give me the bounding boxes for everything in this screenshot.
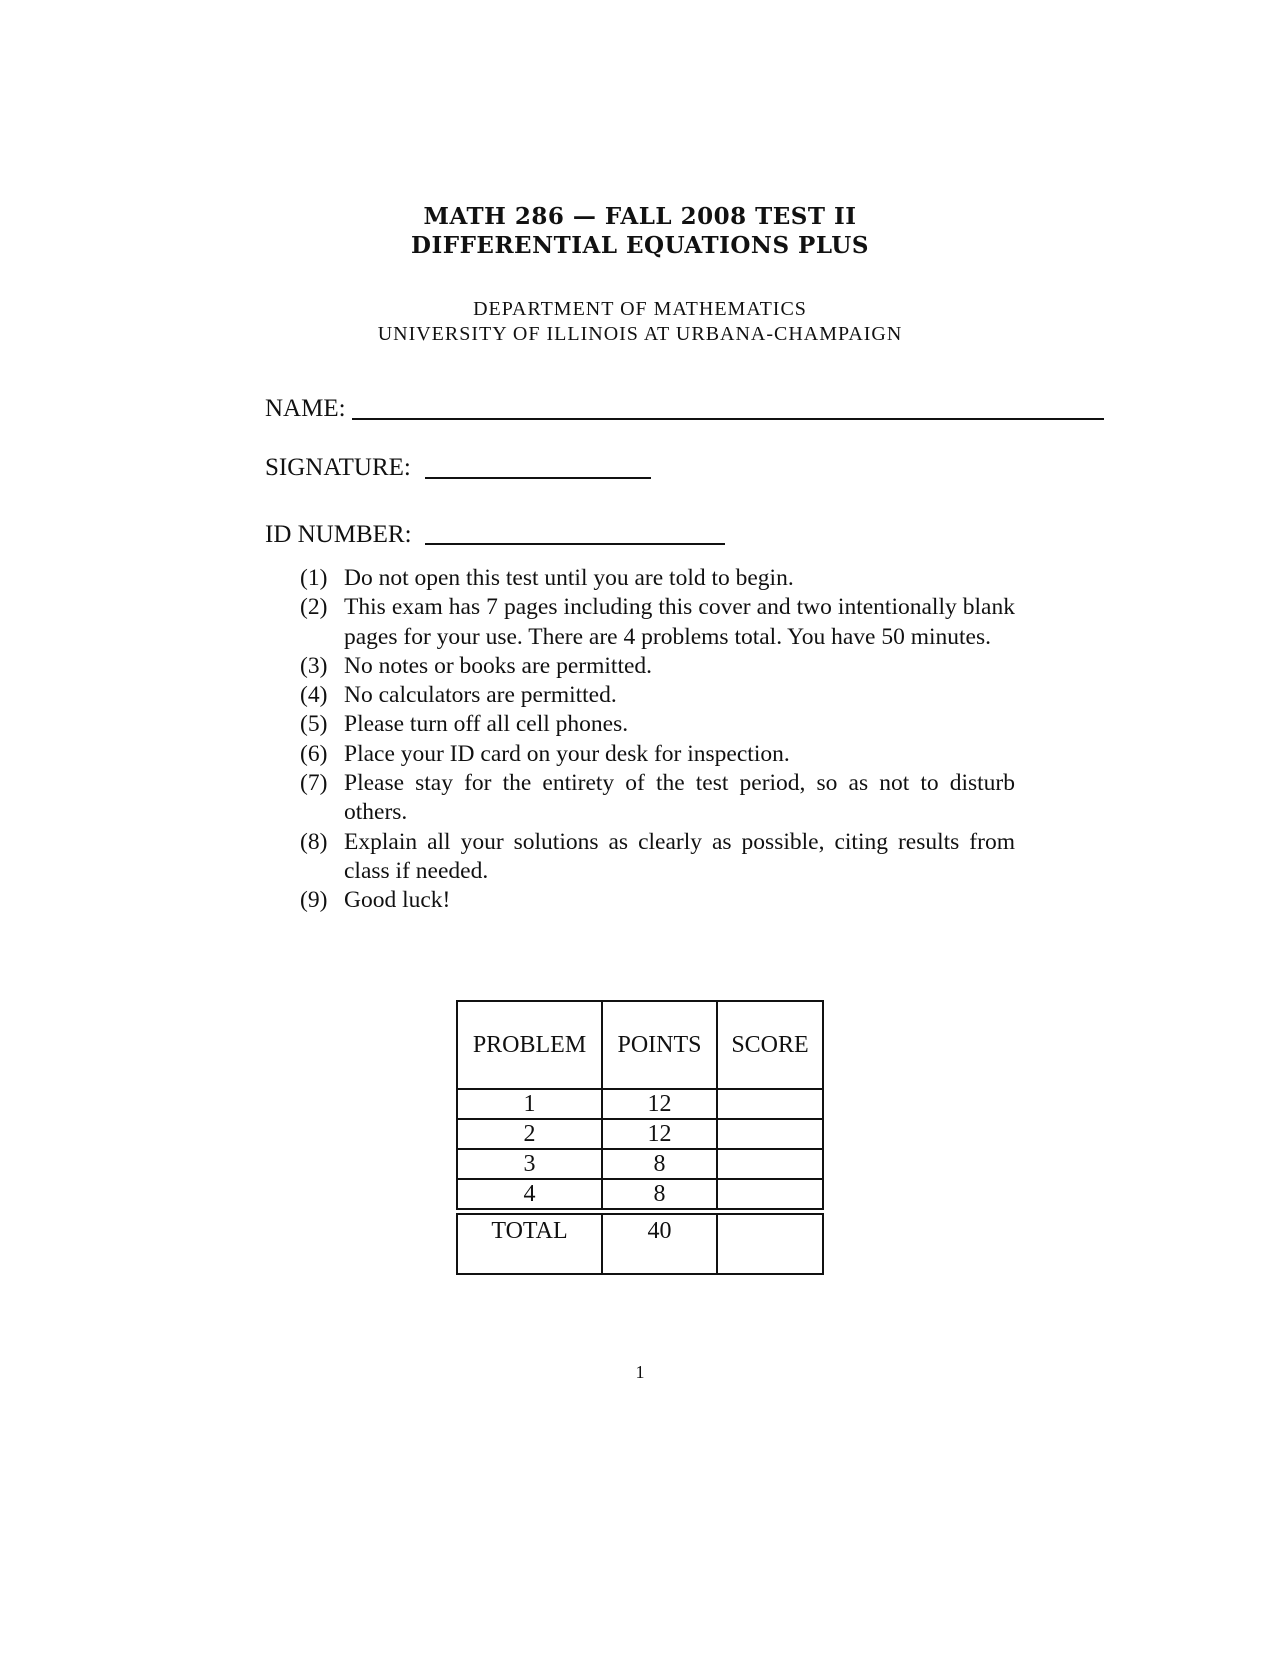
instruction-item bbox=[300, 828, 1015, 887]
instruction-number: (4) bbox=[300, 682, 328, 709]
id-number-label: ID NUMBER: bbox=[265, 521, 412, 548]
signature-label: SIGNATURE: bbox=[265, 454, 411, 481]
instruction-number: (6) bbox=[300, 740, 328, 767]
total-points: 40 bbox=[603, 1215, 718, 1273]
page-number: 1 bbox=[635, 1362, 645, 1382]
name-field[interactable] bbox=[352, 418, 1104, 420]
instruction-item bbox=[300, 710, 1015, 739]
instruction-text: Place your ID card on your desk for inspection. bbox=[344, 740, 790, 767]
instruction-item bbox=[300, 681, 1015, 710]
university-name: UNIVERSITY OF ILLINOIS AT URBANA-CHAMPAIGN bbox=[377, 323, 903, 345]
name-label: NAME: bbox=[265, 395, 346, 422]
instruction-text: Please turn off all cell phones. bbox=[344, 711, 629, 738]
table-header-row bbox=[456, 1000, 824, 1090]
table-row bbox=[456, 1150, 824, 1180]
problem-number: 1 bbox=[458, 1090, 603, 1118]
problem-points: 8 bbox=[603, 1180, 718, 1208]
problem-number: 4 bbox=[458, 1180, 603, 1208]
problem-points: 12 bbox=[603, 1120, 718, 1148]
problem-number: 2 bbox=[458, 1120, 603, 1148]
instruction-number: (2) bbox=[300, 594, 328, 621]
instruction-item bbox=[300, 886, 1015, 915]
problem-number: 3 bbox=[458, 1150, 603, 1178]
instruction-number: (5) bbox=[300, 711, 328, 738]
problem-score[interactable] bbox=[718, 1090, 822, 1118]
header-problem: PROBLEM bbox=[458, 1002, 603, 1088]
exam-subtitle: DIFFERENTIAL EQUATIONS PLUS bbox=[411, 232, 869, 259]
problem-score[interactable] bbox=[718, 1180, 822, 1208]
instruction-number: (8) bbox=[300, 828, 328, 855]
instruction-text: This exam has 7 pages including this cover and two intentionally blank pages for your use. There are 4 problems total. You have 50 minutes. bbox=[344, 594, 1015, 650]
instruction-text: Good luck! bbox=[344, 887, 451, 914]
instruction-number: (9) bbox=[300, 887, 328, 914]
instruction-text: No calculators are permitted. bbox=[344, 682, 617, 709]
table-total-row bbox=[456, 1213, 824, 1275]
problem-score[interactable] bbox=[718, 1150, 822, 1178]
total-score[interactable] bbox=[718, 1215, 822, 1273]
department-name: DEPARTMENT OF MATHEMATICS bbox=[473, 298, 807, 320]
problem-score[interactable] bbox=[718, 1120, 822, 1148]
instructions-list bbox=[300, 564, 1015, 916]
instruction-item bbox=[300, 769, 1015, 828]
instruction-text: Do not open this test until you are told to begin. bbox=[344, 565, 794, 591]
table-row bbox=[456, 1180, 824, 1210]
total-label: TOTAL bbox=[458, 1215, 603, 1273]
instruction-item bbox=[300, 564, 1015, 593]
instruction-text: Explain all your solutions as clearly as possible, citing results from class if needed. bbox=[344, 828, 1015, 884]
table-row bbox=[456, 1090, 824, 1120]
problem-points: 12 bbox=[603, 1090, 718, 1118]
instruction-number: (1) bbox=[300, 565, 328, 591]
instruction-number: (3) bbox=[300, 652, 328, 679]
signature-field[interactable] bbox=[425, 477, 651, 479]
instruction-text: Please stay for the entirety of the test period, so as not to disturb others. bbox=[344, 770, 1015, 826]
instruction-text: No notes or books are permitted. bbox=[344, 652, 653, 679]
instruction-number: (7) bbox=[300, 770, 328, 797]
instruction-item bbox=[300, 652, 1015, 681]
problem-points: 8 bbox=[603, 1150, 718, 1178]
exam-title: MATH 286 — FALL 2008 TEST II bbox=[423, 203, 857, 230]
table-row bbox=[456, 1120, 824, 1150]
instruction-item bbox=[300, 740, 1015, 769]
header-score: SCORE bbox=[731, 1032, 809, 1058]
score-table bbox=[456, 1000, 824, 1275]
instruction-item bbox=[300, 593, 1015, 652]
header-points: POINTS bbox=[603, 1002, 718, 1088]
id-number-field[interactable] bbox=[425, 543, 725, 545]
